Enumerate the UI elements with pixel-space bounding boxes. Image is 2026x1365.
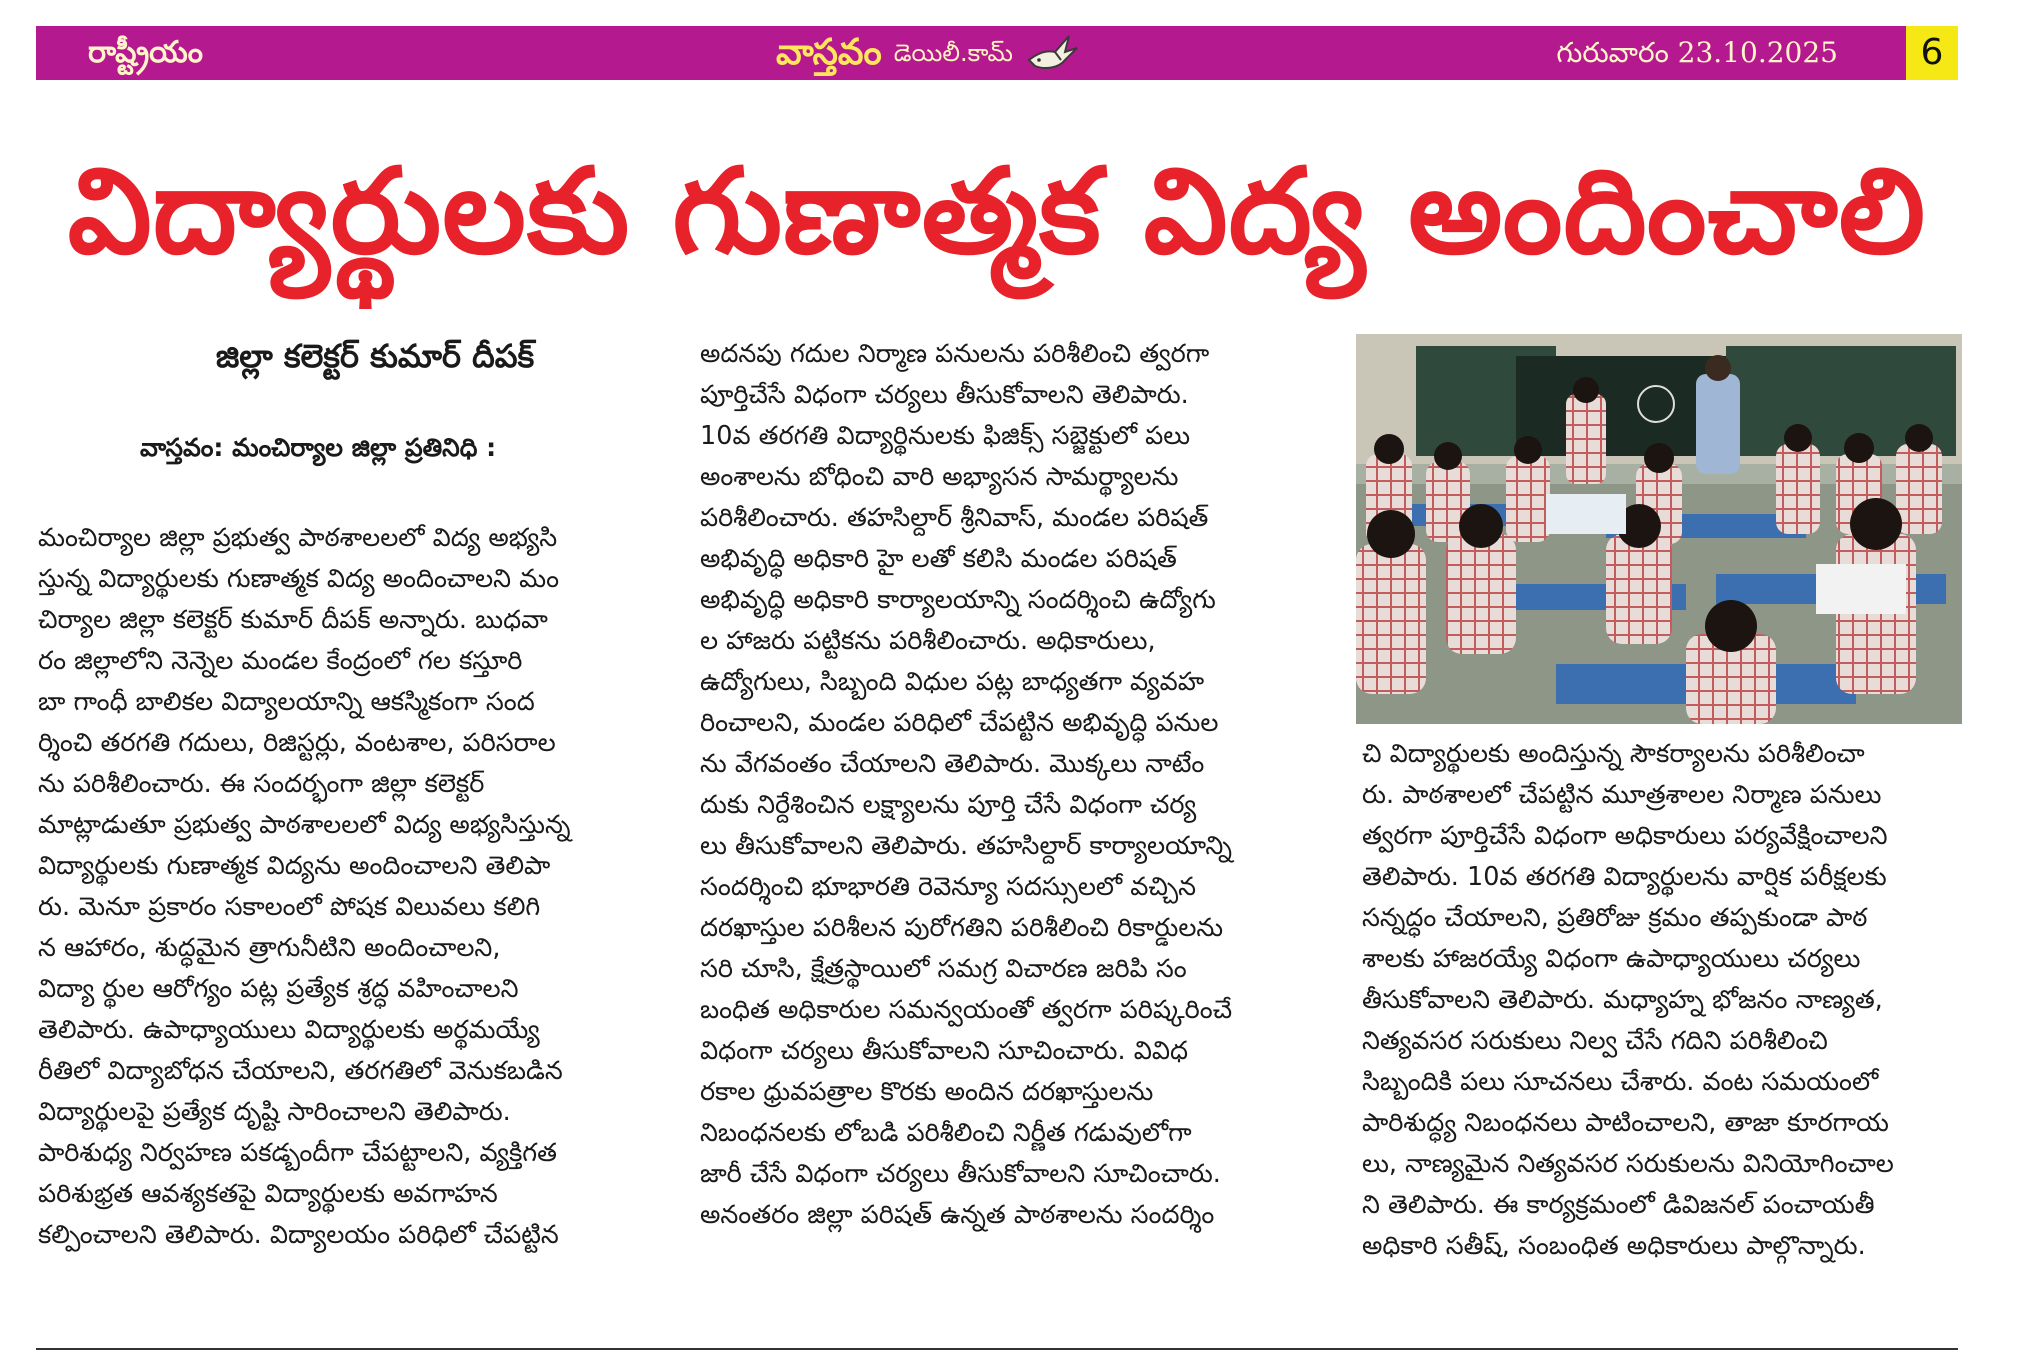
article-column-2 [700,334,1340,1236]
article-line: సరి చూసి, క్షేత్రస్థాయిలో సమగ్ర విచారణ జరిపి సం [700,954,1187,984]
article-line: రీతిలో విద్యాబోధన చేయాలని, తరగతిలో వెనుకబడిన [38,1056,563,1086]
classroom-photo-image [1356,334,1962,724]
byline: జిల్లా కలెక్టర్ కుమార్ దీపక్ [215,337,535,375]
article-line: మంచిర్యాల జిల్లా ప్రభుత్వ పాఠశాలలలో విద్య అభ్యసి [38,523,558,553]
article-line: అభివృద్ధి అధికారి కార్యాలయాన్ని సందర్శించి ఉద్యోగు [700,585,1216,615]
article-line: అనంతరం జిల్లా పరిషత్ ఉన్నత పాఠశాలను సందర్శిం [700,1200,1215,1230]
article-line: తెలిపారు. 10వ తరగతి విద్యార్థులను వార్షిక పరీక్షలకు [1362,862,1887,892]
article-line: చిర్యాల జిల్లా కలెక్టర్ కుమార్ దీపక్ అన్నారు. బుధవా [38,605,548,635]
article-line: విద్యార్థులపై ప్రత్యేక దృష్టి సారించాలని తెలిపారు. [38,1097,511,1127]
article-line: లు, నాణ్యమైన నిత్యవసర సరుకులను వినియోగించాల [1362,1149,1894,1179]
article-column-3 [1362,734,1962,1267]
article-column-1 [38,518,678,1256]
article-line: తెలిపారు. ఉపాధ్యాయులు విద్యార్థులకు అర్థమయ్యే [38,1015,540,1045]
article-line: అధికారి సతీష్, సంబంధిత అధికారులు పాల్గొన్నారు. [1362,1231,1866,1261]
article-line: నిబంధనలకు లోబడి పరిశీలించి నిర్ణీత గడువులోగా [700,1118,1192,1148]
article-line: రకాల ధ్రువపత్రాల కొరకు అందిన దరఖాస్తులను [700,1077,1154,1107]
article-line: జారీ చేసే విధంగా చర్యలు తీసుకోవాలని సూచించారు. [700,1159,1221,1189]
article-line: సన్నద్ధం చేయాలని, ప్రతిరోజు క్రమం తప్పకుండా పాఠ [1362,903,1868,933]
article-line: కల్పించాలని తెలిపారు. విద్యాలయం పరిధిలో చేపట్టిన [38,1220,559,1250]
article-line: అంశాలను బోధించి వారి అభ్యాసన సామర్థ్యాలను [700,462,1179,492]
article-line: దరఖాస్తుల పరిశీలన పురోగతిని పరిశీలించి రికార్డులను [700,913,1224,943]
article-line: న ఆహారం, శుద్ధమైన త్రాగునీటిని అందించాలని, [38,933,501,963]
article-line: ను పరిశీలించారు. ఈ సందర్భంగా జిల్లా కలెక్టర్ [38,769,485,799]
article-line: రించాలని, మండల పరిధిలో చేపట్టిన అభివృద్ధి పనుల [700,708,1219,738]
article-line: రం జిల్లాలోని నెన్నెల మండల కేంద్రంలో గల కస్తూరి [38,646,523,676]
dateline: వాస్తవం: మంచిర్యాల జిల్లా ప్రతినిధి : [140,433,497,462]
headline: విద్యార్థులకు గుణాత్మక విద్య అందించాలి [67,142,1927,280]
article-line: అదనపు గదుల నిర్మాణ పనులను పరిశీలించి త్వరగా [700,339,1210,369]
article-line: సిబ్బందికి పలు సూచనలు చేశారు. వంట సమయంలో [1362,1067,1879,1097]
masthead-web: డెయిలీ.కామ్ [893,39,1013,67]
article-line: పరిశీలించారు. తహసిల్దార్ శ్రీనివాస్, మండల పరిషత్ [700,503,1209,533]
article-line: రు. పాఠశాలలో చేపట్టిన మూత్రశాలల నిర్మాణ పనులు [1362,780,1882,810]
header-bar [36,26,1958,80]
article-line: రు. మెనూ ప్రకారం సకాలంలో పోషక విలువలు కలిగి [38,892,541,922]
article-line: ని తెలిపారు. ఈ కార్యక్రమంలో డివిజనల్ పంచాయతీ [1362,1190,1875,1220]
article-line: మాట్లాడుతూ ప్రభుత్వ పాఠశాలలలో విద్య అభ్యసిస్తున్న [38,810,571,840]
bird-logo-icon [1025,30,1081,76]
article-line: నిత్యవసర సరుకులు నిల్వ చేసే గదిని పరిశీలించి [1362,1026,1828,1056]
article-line: పూర్తిచేసే విధంగా చర్యలు తీసుకోవాలని తెలిపారు. [700,380,1189,410]
article-line: సందర్శించి భూభారతి రెవెన్యూ సదస్సులలో వచ్చిన [700,872,1197,902]
article-line: 10వ తరగతి విద్యార్థినులకు ఫిజిక్స్ సబ్జెక్టులో పలు [700,421,1191,451]
article-line: తీసుకోవాలని తెలిపారు. మధ్యాహ్న భోజనం నాణ్యత, [1362,985,1883,1015]
article-line: లు తీసుకోవాలని తెలిపారు. తహసిల్దార్ కార్యాలయాన్ని [700,831,1232,861]
article-line: దుకు నిర్దేశించిన లక్ష్యాలను పూర్తి చేసే విధంగా చర్య [700,790,1197,820]
masthead [776,30,1081,76]
bottom-rule [36,1348,1958,1350]
article-line: పారిశుద్ధ్య నిబంధనలు పాటించాలని, తాజా కూరగాయ [1362,1108,1889,1138]
article-line: ను వేగవంతం చేయాలని తెలిపారు. మొక్కలు నాటేం [700,749,1205,779]
article-line: పారిశుధ్య నిర్వహణ పకడ్బందీగా చేపట్టాలని, వ్యక్తిగత [38,1138,558,1168]
article-line: విధంగా చర్యలు తీసుకోవాలని సూచించారు. వివిధ [700,1036,1188,1066]
article-line: విద్యార్థులకు గుణాత్మక విద్యను అందించాలని తెలిపా [38,851,551,881]
article-line: శాలకు హాజరయ్యే విధంగా ఉపాధ్యాయులు చర్యలు [1362,944,1861,974]
article-line: బా గాంధీ బాలికల విద్యాలయాన్ని ఆకస్మికంగా సంద [38,687,535,717]
article-line: ర్శించి తరగతి గదులు, రిజిస్టర్లు, వంటశాల, పరిసరాల [38,728,556,758]
classroom-photo [1356,334,1962,724]
article-line: త్వరగా పూర్తిచేసే విధంగా అధికారులు పర్యవేక్షించాలని [1362,821,1888,851]
article-line: బంధిత అధికారుల సమన్వయంతో త్వరగా పరిష్కరించే [700,995,1233,1025]
page-number: 6 [1906,26,1958,80]
article-line: ల హాజరు పట్టికను పరిశీలించారు. అధికారులు, [700,626,1156,656]
article-line: స్తున్న విద్యార్థులకు గుణాత్మక విద్య అందించాలని మం [38,564,560,594]
article-line: అభివృద్ధి అధికారి హై లతో కలిసి మండల పరిషత్ [700,544,1177,574]
article-line: విద్యా ర్థుల ఆరోగ్యం పట్ల ప్రత్యేక శ్రద్ధ వహించాలని [38,974,519,1004]
section-name: రాష్ట్రీయం [88,35,203,70]
article-line: ఉద్యోగులు, సిబ్బంది విధుల పట్ల బాధ్యతగా వ్యవహ [700,667,1205,697]
issue-date: గురువారం 23.10.2025 [1556,36,1838,69]
article-line: పరిశుభ్రత ఆవశ్యకతపై విద్యార్థులకు అవగాహన [38,1179,498,1209]
article-line: చి విద్యార్థులకు అందిస్తున్న సౌకర్యాలను పరిశీలించా [1362,739,1865,769]
masthead-title: వాస్తవం [776,32,882,73]
